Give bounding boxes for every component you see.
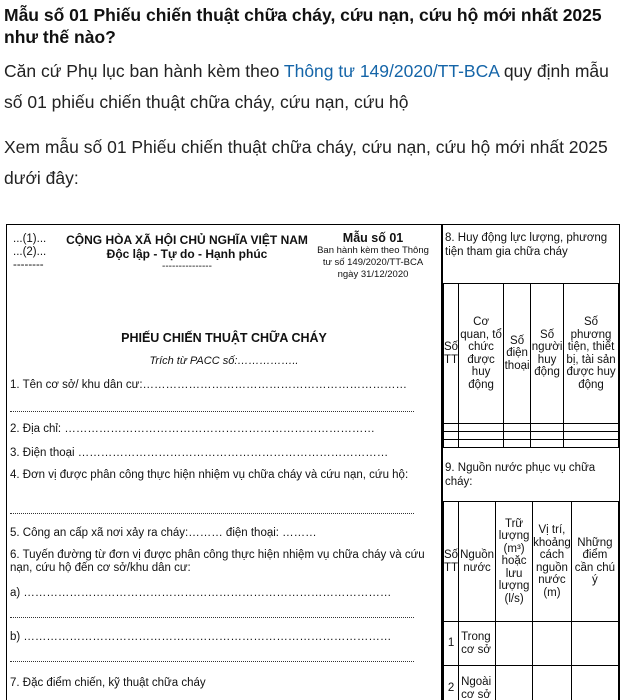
- field-7-characteristics: 7. Đặc điểm chiến, kỹ thuật chữa cháy: [10, 677, 435, 690]
- para-text-after: quy định mẫu số 01 phiếu chiến thuật chữa cháy, cứu nạn, cứu hộ: [4, 61, 609, 112]
- form-issued-3: ngày 31/12/2020: [307, 269, 439, 281]
- form-left-column: [7, 225, 443, 700]
- row-source: Ngoài cơ sở: [459, 666, 496, 700]
- article-paragraph-intro: Xem mẫu số 01 Phiếu chiến thuật chữa cháy, cứu nạn, cứu hộ mới nhất 2025 dưới đây:: [4, 132, 616, 194]
- national-header: [57, 233, 317, 271]
- field-6-route: 6. Tuyến đường từ đơn vị được phân công thực hiện nhiệm vụ chữa cháy và cứu nạn, cứu hộ đến cơ sở/khu dân cư:: [10, 549, 435, 575]
- circular-link[interactable]: Thông tư 149/2020/TT-BCA: [284, 61, 499, 81]
- table-row: [444, 440, 619, 448]
- article-title: Mẫu số 01 Phiếu chiến thuật chữa cháy, cứu nạn, cứu hộ mới nhất 2025 như thế nào?: [4, 4, 616, 48]
- dotted-line: [10, 513, 414, 514]
- agency-line-1: ...(1)...: [13, 233, 46, 246]
- field-1-name: 1. Tên cơ sở/ khu dân cư:……………………………………………………………: [10, 379, 435, 392]
- form-issued-2: tư số 149/2020/TT-BCA: [307, 257, 439, 269]
- form-issued-1: Ban hành kèm theo Thông: [307, 245, 439, 257]
- nation-motto: Độc lập - Tự do - Hạnh phúc: [57, 247, 317, 261]
- col-header-source: Nguồn nước: [459, 502, 496, 622]
- section-9-title: 9. Nguồn nước phục vụ chữa cháy:: [445, 461, 615, 489]
- dotted-line: [10, 661, 414, 662]
- col-header-location: Vị trí, khoảng cách nguồn nước (m): [533, 502, 572, 622]
- row-source: Trong cơ sở: [459, 622, 496, 666]
- agency-header: [13, 233, 46, 272]
- para-text-before: Căn cứ Phụ lục ban hành kèm theo: [4, 61, 284, 81]
- table-row: [444, 666, 619, 700]
- form-title: PHIẾU CHIẾN THUẬT CHỮA CHÁY: [7, 331, 441, 345]
- nation-title: CỘNG HÒA XÃ HỘI CHỦ NGHĨA VIỆT NAM: [57, 233, 317, 247]
- col-header-no: Số TT: [444, 284, 459, 424]
- col-header-notes: Những điểm cần chú ý: [571, 502, 618, 622]
- nation-dash: ---------------: [57, 262, 317, 271]
- col-header-agency: Cơ quan, tổ chức được huy động: [459, 284, 504, 424]
- water-source-table: [443, 501, 619, 700]
- section-8-title: 8. Huy động lực lượng, phương tiện tham gia chữa cháy: [445, 231, 615, 259]
- form-subtitle: Trích từ PACC số:……………..: [7, 355, 441, 367]
- field-5-police: 5. Công an cấp xã nơi xảy ra cháy:……… điện thoại: ………: [10, 527, 435, 540]
- field-2-address: 2. Địa chỉ: ………………………………………………………………………: [10, 423, 435, 436]
- field-3-phone: 3. Điện thoại ………………………………………………………………………: [10, 447, 435, 460]
- col-header-phone: Số điện thoại: [504, 284, 531, 424]
- agency-line-2: ...(2)...: [13, 246, 46, 259]
- col-header-no: Số TT: [444, 502, 459, 622]
- form-number-block: [307, 231, 439, 281]
- article-paragraph-legal-basis: [4, 56, 616, 118]
- table-row: [444, 432, 619, 440]
- row-number: 2: [444, 666, 459, 700]
- field-6b: b) ……………………………………………………………………………………: [10, 631, 435, 644]
- field-6a: a) ……………………………………………………………………………………: [10, 587, 435, 600]
- row-number: 1: [444, 622, 459, 666]
- dotted-line: [10, 411, 414, 412]
- col-header-equipment: Số phương tiện, thiết bị, tài sản được huy động: [564, 284, 619, 424]
- mobilization-table: [443, 283, 619, 448]
- agency-dash: --------: [13, 259, 46, 272]
- table-row: [444, 622, 619, 666]
- col-header-people: Số người huy động: [531, 284, 564, 424]
- table-row: [444, 424, 619, 432]
- form-right-column: [443, 225, 619, 700]
- dotted-line: [10, 617, 414, 618]
- col-header-capacity: Trữ lượng (m³) hoặc lưu lượng (l/s): [496, 502, 533, 622]
- article: [4, 4, 616, 194]
- form-number: Mẫu số 01: [307, 231, 439, 245]
- form-image: [6, 224, 620, 700]
- field-4-unit: 4. Đơn vị được phân công thực hiện nhiệm vụ chữa cháy và cứu nạn, cứu hộ:: [10, 469, 435, 482]
